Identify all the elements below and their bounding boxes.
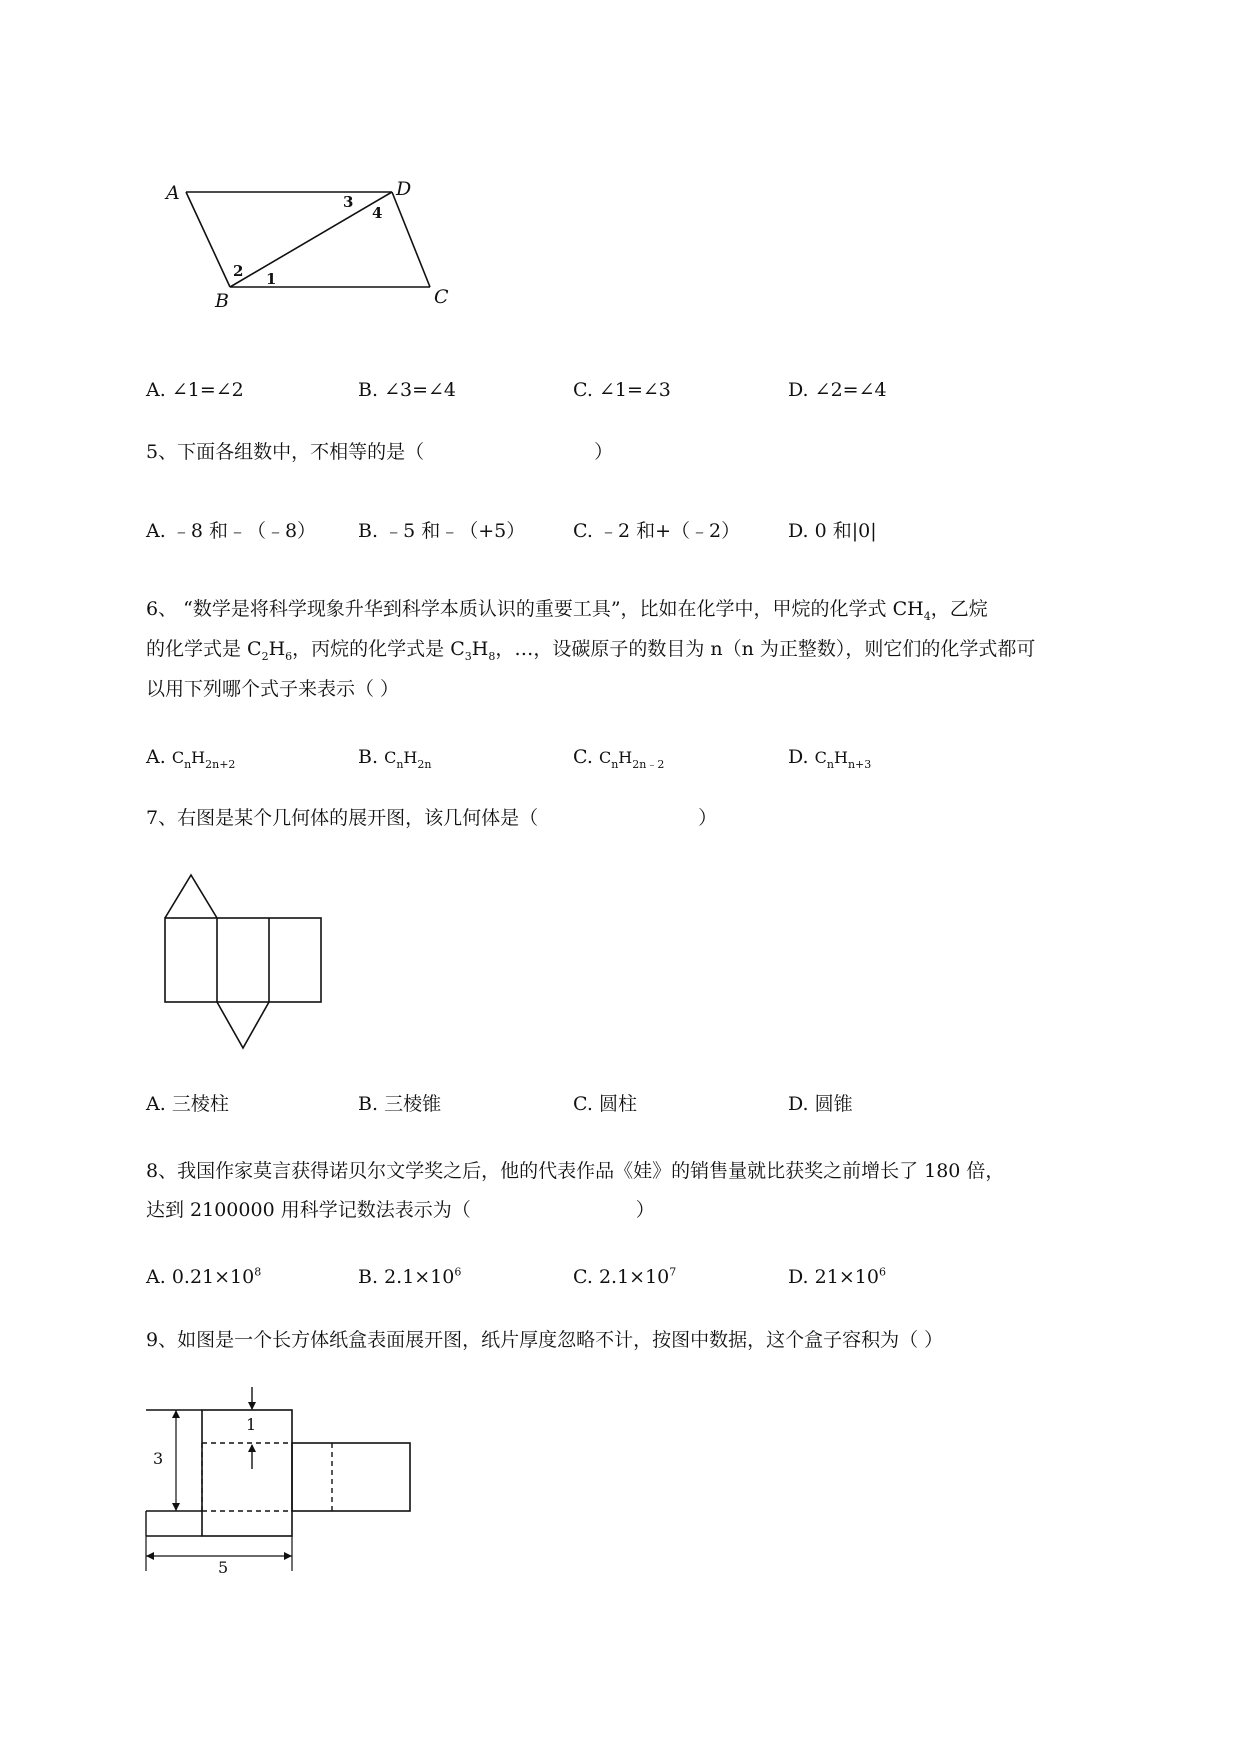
q8-option-a: A. $0.21\times 10^8$ — [146, 1265, 262, 1288]
q5-stem: 5、下面各组数中，不相等的是（ ） — [146, 441, 614, 463]
vertex-label-c: C — [434, 286, 449, 308]
q6-option-a: A. $C_nH_{2n+2}$ — [146, 746, 236, 771]
angle-label-3: 3 — [343, 193, 354, 211]
q7-option-c: C. 圆柱 — [573, 1093, 637, 1115]
prism-net-figure — [160, 870, 330, 1055]
q8-option-d: D. $21\times 10^6$ — [788, 1265, 886, 1288]
vertex-label-d: D — [396, 178, 412, 200]
q4-option-d: D. ∠2=∠4 — [788, 379, 887, 401]
box-dimension-5: 5 — [215, 1558, 231, 1577]
q7-option-a: A. 三棱柱 — [146, 1093, 229, 1115]
vertex-label-b: B — [215, 290, 229, 312]
angle-label-1: 1 — [266, 270, 277, 288]
box-dimension-3: 3 — [153, 1449, 164, 1468]
vertex-label-a: A — [166, 182, 180, 204]
angle-label-2: 2 — [233, 262, 244, 280]
q6-option-c: C. $C_nH_{2n﹣2}$ — [573, 746, 665, 771]
q6-line-1: 6、 “数学是将科学现象升华到科学本质认识的重要工具”，比如在化学中，甲烷的化学式 $CH_4$，乙烷 — [146, 598, 988, 623]
q5-option-b: B. ﹣5 和﹣（+5） — [358, 520, 526, 542]
q9-stem: 9、如图是一个长方体纸盒表面展开图，纸片厚度忽略不计，按图中数据，这个盒子容积为（ ） — [146, 1329, 944, 1351]
prism-net-svg — [160, 870, 330, 1055]
q5-option-d: D. 0 和|0| — [788, 520, 877, 542]
q5-option-c: C. ﹣2 和+（﹣2） — [573, 520, 741, 542]
q6-option-b: B. $C_nH_{2n}$ — [358, 746, 432, 771]
q7-option-b: B. 三棱锥 — [358, 1093, 442, 1115]
box-net-svg — [140, 1385, 420, 1575]
q6-option-d: D. $C_nH_{n+3}$ — [788, 746, 872, 771]
q8-option-c: C. $2.1\times 10^7$ — [573, 1265, 677, 1288]
q8-option-b: B. $2.1\times 10^6$ — [358, 1265, 462, 1288]
q7-option-d: D. 圆锥 — [788, 1093, 853, 1115]
q4-option-c: C. ∠1=∠3 — [573, 379, 671, 401]
q7-stem: 7、右图是某个几何体的展开图，该几何体是（ ） — [146, 807, 718, 829]
box-dimension-1: 1 — [246, 1415, 257, 1434]
parallelogram-figure — [160, 170, 460, 320]
q8-line-2: 达到 2100000 用科学记数法表示为（ ） — [146, 1199, 655, 1221]
q6-line-2: 的化学式是 $C_2H_6$，丙烷的化学式是 $C_3H_8$，…，设碳原子的数目为 n（n 为正整数），则它们的化学式都可 — [146, 638, 1036, 663]
parallelogram-svg — [160, 170, 460, 320]
box-net-figure — [140, 1385, 420, 1575]
q8-line-1: 8、我国作家莫言获得诺贝尔文学奖之后，他的代表作品《娃》的销售量就比获奖之前增长了 180 倍， — [146, 1160, 1005, 1182]
angle-label-4: 4 — [372, 204, 383, 222]
q5-option-a: A. ﹣8 和﹣（﹣8） — [146, 520, 317, 542]
q4-option-a: A. ∠1=∠2 — [146, 379, 244, 401]
q4-option-b: B. ∠3=∠4 — [358, 379, 456, 401]
q6-line-3: 以用下列哪个式子来表示（ ） — [146, 678, 400, 700]
